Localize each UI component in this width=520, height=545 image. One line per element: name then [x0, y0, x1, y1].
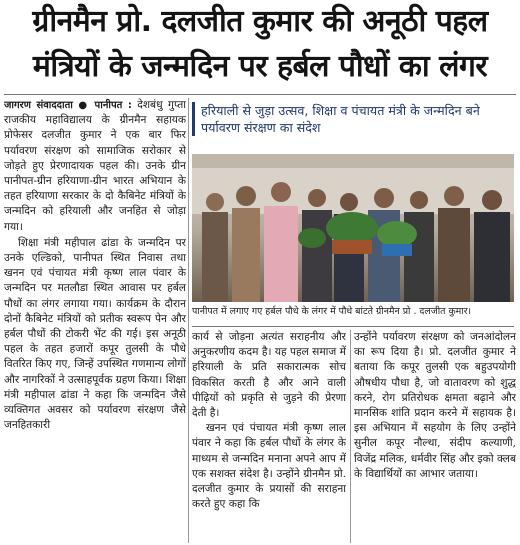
left-para-2: शिक्षा मंत्री महीपाल ढांडा के जन्मदिन पर उनके एल्डिको, पानीपत स्थित निवास तथा खनन एवं पंचायत मंत्री कृष्ण लाल पंवार के जन्मदिन पर मतलौडा स्थित आवास पर हर्बल पौधों का लंगर लगाया गया। कार्यक्रम के दौरान दोनों कैबिनेट मंत्रियों को प्रतीक स्वरूप पेन और हर्बल पौधों की टोकरी भेंट की गई। इस अनूठी पहल के तहत हजारों कपूर तुलसी के पौधे वितरित किए गए, जिन्हें उपस्थित गणमान्य लोगों और नागरिकों ने उत्साहपूर्वक ग्रहण किया। शिक्षा मंत्री महीपाल ढांडा ने कहा कि जन्मदिन जैसे व्यक्तिगत अवसर को पर्यावरण संरक्षण जैसे जनहितकारी — [4, 236, 186, 432]
herbal-plant-2 — [377, 221, 417, 247]
person-1-head — [206, 193, 224, 211]
subheading: हरियाली से जुड़ा उत्सव, शिक्षा व पंचायत मंत्री के जन्मदिन बने पर्यावरण संरक्षण का संदेश — [192, 102, 514, 136]
herbal-plant-3 — [298, 228, 326, 248]
mid-para-1: कार्य से जोड़ना अत्यंत सराहनीय और अनुकरणीय कदम है। यह पहल समाज में हरियाली के प्रति सकारात्मक सोच विकसित करती है और आने वाली पीढ़ियों को प्रकृति से जुड़ने की प्रेरणा देती है। — [192, 331, 346, 420]
person-3 — [264, 206, 298, 302]
left-para-1 — [4, 98, 186, 235]
plant-pot — [382, 244, 412, 256]
person-2 — [232, 208, 260, 302]
person-8 — [438, 208, 470, 302]
person-8-head — [444, 186, 464, 206]
photo-caption: पानीपत में लगाए गए हर्बल पौधे के लंगर में पौधे बांटते ग्रीनमैन प्रो . दलजीत कुमार। — [192, 306, 472, 317]
middle-column — [192, 330, 346, 543]
person-6-head — [374, 188, 394, 208]
herbal-plant-1 — [326, 212, 378, 244]
headline-line-2: मंत्रियों के जन्मदिन पर हर्बल पौधों का लंगर — [32, 49, 488, 84]
left-para-1-text: देशबंधु गुप्ता राजकीय महाविद्यालय के ग्रीनमैन सहायक प्रोफेसर दलजीत कुमार ने एक बार फिर पर्यावरण संरक्षण को सामाजिक सरोकार से जोड़ते हुए प्रेरणादायक पहल की। उनके ग्रीन पानीपत-ग्रीन हरियाणा-ग्रीन भारत अभियान के तहत हरियाणा सरकार के दो कैबिनेट मंत्रियों के जन्मदिन को हरियाली और जनहित से जोड़ा गया। — [4, 99, 186, 233]
right-column — [354, 330, 516, 543]
mid-para-2: खनन एवं पंचायत मंत्री कृष्ण लाल पंवार ने कहा कि हर्बल पौधों के लंगर के माध्यम से जन्मदिन मनाना अपने आप में एक सशक्त संदेश है। उन्होंने ग्रीनमैन प्रो. दलजीत कुमार के प्रयासों की सराहना करते हुए कहा कि — [192, 422, 346, 511]
left-column — [4, 98, 186, 543]
plant-basket — [332, 240, 372, 254]
caption-rule — [192, 326, 514, 327]
headline-rule — [4, 94, 516, 95]
news-photo — [192, 154, 514, 302]
headline-line-1: ग्रीनमैन प्रो. दलजीत कुमार की अनूठी पहल — [32, 4, 488, 39]
person-3-head — [271, 182, 291, 202]
person-7-head — [410, 191, 428, 209]
photo-ceiling — [192, 154, 514, 168]
byline: जागरण संवाददाता ● पानीपत : — [4, 100, 132, 111]
person-5-head — [340, 193, 358, 211]
person-1 — [202, 212, 228, 302]
person-9-head — [482, 190, 502, 210]
column-divider-2 — [350, 330, 351, 543]
photo-illustration — [192, 154, 514, 302]
column-divider — [188, 98, 189, 543]
person-9 — [474, 212, 510, 302]
person-4-head — [308, 189, 326, 207]
right-para-1: उन्होंने पर्यावरण संरक्षण को जनआंदोलन का रूप दिया है। प्रो. दलजीत कुमार ने बताया कि कपूर तुलसी एक बहुउपयोगी औषधीय पौधा है, जो वातावरण को शुद्ध करने, रोग प्रतिरोधक क्षमता बढ़ाने और मानसिक शांति प्रदान करने में सहायक है। इस अभियान में सहयोग के लिए उन्होंने सुनील कपूर नौल्था, संदीप कल्याणी, विजेंद्र मलिक, धर्मवीर सिंह और इको क्लब के विद्यार्थियों का आभार जताया। — [354, 331, 516, 480]
person-2-head — [236, 186, 256, 206]
